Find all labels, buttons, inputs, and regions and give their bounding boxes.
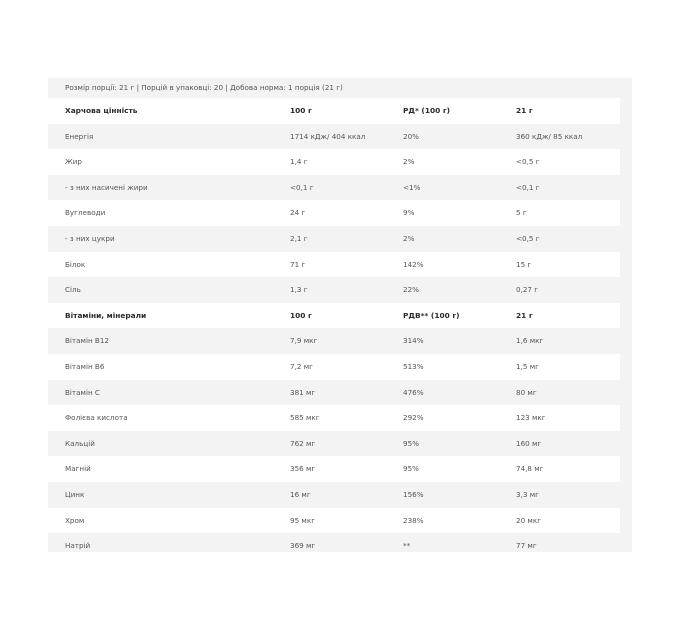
table-row [48,200,620,226]
nutrient-name-cell: Натрій [65,541,91,551]
table-row [48,405,620,431]
per-serving-cell: <0,5 г [516,233,540,243]
nutrient-name-cell: - з них насичені жири [65,182,148,192]
per-100g-cell: 71 г [290,259,306,269]
daily-percent-cell: 2% [403,157,415,167]
nutrient-name-cell: Білок [65,259,86,269]
table-row [48,175,632,201]
table-row [48,328,632,354]
table-row [48,456,620,482]
table-row [48,431,632,457]
nutrient-name-cell: Хром [65,515,85,525]
per-100g-cell: 100 г [290,106,312,115]
per-serving-cell: 3,3 мг [516,489,539,499]
serving-caption: Розмір порції: 21 г | Порцій в упаковці: 20 | Добова норма: 1 порція (21 г) [65,83,343,92]
daily-percent-cell: РД* (100 г) [403,106,451,115]
per-serving-cell: 5 г [516,208,527,218]
nutrient-name-cell: Харчова цінність [65,106,138,115]
daily-percent-cell: 95% [403,464,419,474]
nutrient-name-cell: - з них цукри [65,233,115,243]
daily-percent-cell: 142% [403,259,424,269]
table-row [48,482,632,508]
per-100g-cell: 369 мг [290,541,316,551]
daily-percent-cell: ** [403,541,411,551]
table-row [48,508,620,534]
table-row [48,277,632,303]
daily-percent-cell: <1% [403,182,421,192]
per-serving-cell: 74,8 мг [516,464,544,474]
daily-percent-cell: 292% [403,413,424,423]
per-serving-cell: 0,27 г [516,285,539,295]
nutrient-name-cell: Вітамін C [65,387,100,397]
nutrient-name-cell: Вуглеводи [65,208,106,218]
daily-percent-cell: 238% [403,515,424,525]
per-serving-cell: 80 мг [516,387,537,397]
daily-percent-cell: 9% [403,208,415,218]
table-header-row [48,303,620,329]
table-row [48,380,632,406]
per-100g-cell: <0,1 г [290,182,314,192]
per-100g-cell: 1,3 г [290,285,308,295]
table-row [48,252,620,278]
nutrition-table [48,98,632,559]
nutrient-name-cell: Кальцій [65,438,95,448]
nutrient-name-cell: Жир [65,157,82,167]
nutrient-name-cell: Фолієва кислота [65,413,128,423]
per-serving-cell: <0,1 г [516,182,540,192]
per-serving-cell: 123 мкг [516,413,546,423]
daily-percent-cell: 156% [403,489,424,499]
per-100g-cell: 2,1 г [290,233,308,243]
nutrient-name-cell: Цинк [65,489,85,499]
nutrient-name-cell: Енергія [65,131,94,141]
daily-percent-cell: 22% [403,285,419,295]
table-row [48,124,632,150]
per-100g-cell: 1714 кДж/ 404 ккал [290,131,366,141]
per-serving-cell: 20 мкг [516,515,541,525]
per-100g-cell: 24 г [290,208,306,218]
table-row [48,226,632,252]
per-100g-cell: 356 мг [290,464,316,474]
daily-percent-cell: 476% [403,387,424,397]
table-row [48,149,620,175]
nutrient-name-cell: Вітамін B12 [65,336,109,346]
per-100g-cell: 585 мкг [290,413,320,423]
per-serving-cell: <0,5 г [516,157,540,167]
nutrient-name-cell: Магній [65,464,91,474]
per-100g-cell: 762 мг [290,438,316,448]
per-serving-cell: 160 мг [516,438,542,448]
daily-percent-cell: 2% [403,233,415,243]
per-100g-cell: 16 мг [290,489,311,499]
per-100g-cell: 1,4 г [290,157,308,167]
daily-percent-cell: 513% [403,361,424,371]
per-100g-cell: 7,9 мкг [290,336,318,346]
per-serving-cell: 15 г [516,259,532,269]
daily-percent-cell: 95% [403,438,419,448]
nutrient-name-cell: Вітамін B6 [65,361,105,371]
table-row [48,533,632,559]
table-header-row [48,98,620,124]
nutrient-name-cell: Сіль [65,285,81,295]
nutrition-panel [48,78,632,552]
per-100g-cell: 7,2 мг [290,361,313,371]
daily-percent-cell: 314% [403,336,424,346]
per-serving-cell: 360 кДж/ 85 ккал [516,131,583,141]
daily-percent-cell: РДВ** (100 г) [403,310,460,320]
per-100g-cell: 100 г [290,310,312,320]
daily-percent-cell: 20% [403,131,419,141]
per-serving-cell: 21 г [516,106,533,115]
per-serving-cell: 77 мг [516,541,537,551]
per-100g-cell: 381 мг [290,387,316,397]
table-row [48,354,620,380]
per-serving-cell: 21 г [516,310,533,320]
per-serving-cell: 1,5 мг [516,361,539,371]
per-100g-cell: 95 мкг [290,515,315,525]
nutrient-name-cell: Вітаміни, мінерали [65,310,147,320]
per-serving-cell: 1,6 мкг [516,336,544,346]
